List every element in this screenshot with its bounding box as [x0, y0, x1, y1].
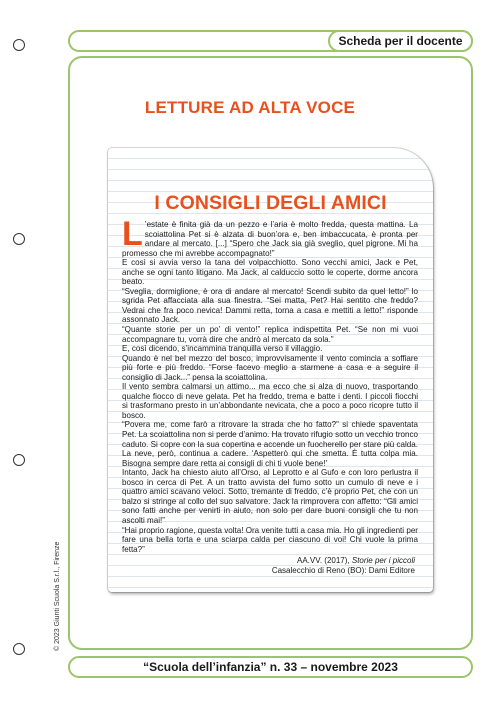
- section-title: LETTURE AD ALTA VOCE: [144, 98, 356, 117]
- credit-publisher: Casalecchio di Reno (BO): Dami Editore: [271, 566, 415, 575]
- header-tab-label: Scheda per il docente: [328, 30, 473, 52]
- story-paragraph: Il vento sembra calmarsi un attimo... ma ecco che si alza di nuovo, trasportando qualche fiocco di neve gelata. Pet ha freddo, trema e batte i denti. I piccoli fiocchi si trasformano presto in un’abbondante nevicata, che a poco a poco ricopre tutto il bosco.: [122, 382, 418, 420]
- footer-bar: “Scuola dell’infanzia” n. 33 – novembre 2023: [68, 656, 473, 678]
- source-credit: [272, 556, 415, 576]
- binder-hole: [13, 233, 25, 245]
- story-paragraph-text: ’estate è finita già da un pezzo e l’aria è molto fredda, questa mattina. La scoiattolina Pet si è alzata di buon’ora e, ben imbaccucata, è pronta per andare al mercato. [...] “Spero che Jack sia già sveglio, quel pigrone. Mi ha promesso che mi avrebbe accompagnato!”: [122, 220, 418, 258]
- credit-book-title: Storie per i piccoli: [351, 556, 415, 565]
- story-paragraph: Quando è nel bel mezzo del bosco, improvvisamente il vento comincia a soffiare più forte e più freddo. “Forse facevo meglio a starmene a casa e a seguire il consiglio di Jack...” pensa la scoiattolina.: [122, 353, 418, 382]
- copyright-notice: © 2023 Giunti Scuola S.r.l., Firenze: [54, 541, 61, 651]
- story-paragraph: [122, 215, 418, 258]
- story-paragraph: “Hai proprio ragione, questa volta! Ora venite tutti a casa mia. Ho gli ingredienti per fare una bella torta e una sciarpa calda per ciascuno di voi! Chi vuole la prima fetta?”: [122, 525, 418, 554]
- story-title: I CONSIGLI DEGLI AMICI: [154, 192, 387, 214]
- header-bar: [68, 30, 473, 52]
- story-card: [108, 148, 433, 592]
- story-paragraph: E così si avvia verso la tana del volpacchiotto. Sono vecchi amici, Jack e Pet, anche se ogni tanto litigano. Ma Jack, al calduccio sotto le coperte, dorme ancora beato.: [122, 258, 418, 287]
- drop-cap: L: [122, 215, 143, 253]
- binder-hole: [13, 643, 25, 655]
- binder-hole: [13, 454, 25, 466]
- story-paragraph: “Povera me, come farò a ritrovare la strada che ho fatto?” si chiede spaventata Pet. La scoiattolina non si perde d’animo. Ha trovato rifugio sotto un vecchio tronco caduto. Si copre con la sua copertina e accende un fuocherello per stare più calda. La neve, però, continua a cadere. ‘Aspetterò qui che smetta. È tutta colpa mia. Bisogna sempre dare retta ai consigli di chi ti vuole bene!’: [122, 420, 418, 468]
- story-text: [122, 215, 418, 554]
- binder-hole: [13, 39, 25, 51]
- story-paragraph: Intanto, Jack ha chiesto aiuto all’Orso, al Leprotto e al Gufo e con loro perlustra il bosco in cerca di Pet. A un tratto avvista del fumo sotto un cumulo di neve e i quattro amici scavano veloci. Sotto, tremante di freddo, c’è proprio Pet, che con un balzo si stringe al collo del suo salvatore. Jack la rimprovera con affetto: “Gli amici sono fatti anche per venirti in aiuto, non solo per dare buoni consigli che tu non ascolti mai!”: [122, 468, 418, 525]
- story-paragraph: “Sveglia, dormiglione, è ora di andare al mercato! Scendi subito da quel letto!” lo sgrida Pet affacciata alla sua finestra. “Sei matta, Pet? Hai sentito che freddo? Vedrai che fra poco nevica! Dammi retta, torna a casa e mettiti a letto!” risponde assonnato Jack.: [122, 286, 418, 325]
- story-paragraph: E, così dicendo, s’incammina tranquilla verso il villaggio.: [122, 344, 323, 354]
- credit-authors: AA.VV. (2017),: [297, 556, 352, 565]
- story-paragraph: “Quante storie per un po’ di vento!” replica indispettita Pet. “Se non mi vuoi accompagnare tu, vorrà dire che andrò al mercato da sola.”: [122, 325, 418, 344]
